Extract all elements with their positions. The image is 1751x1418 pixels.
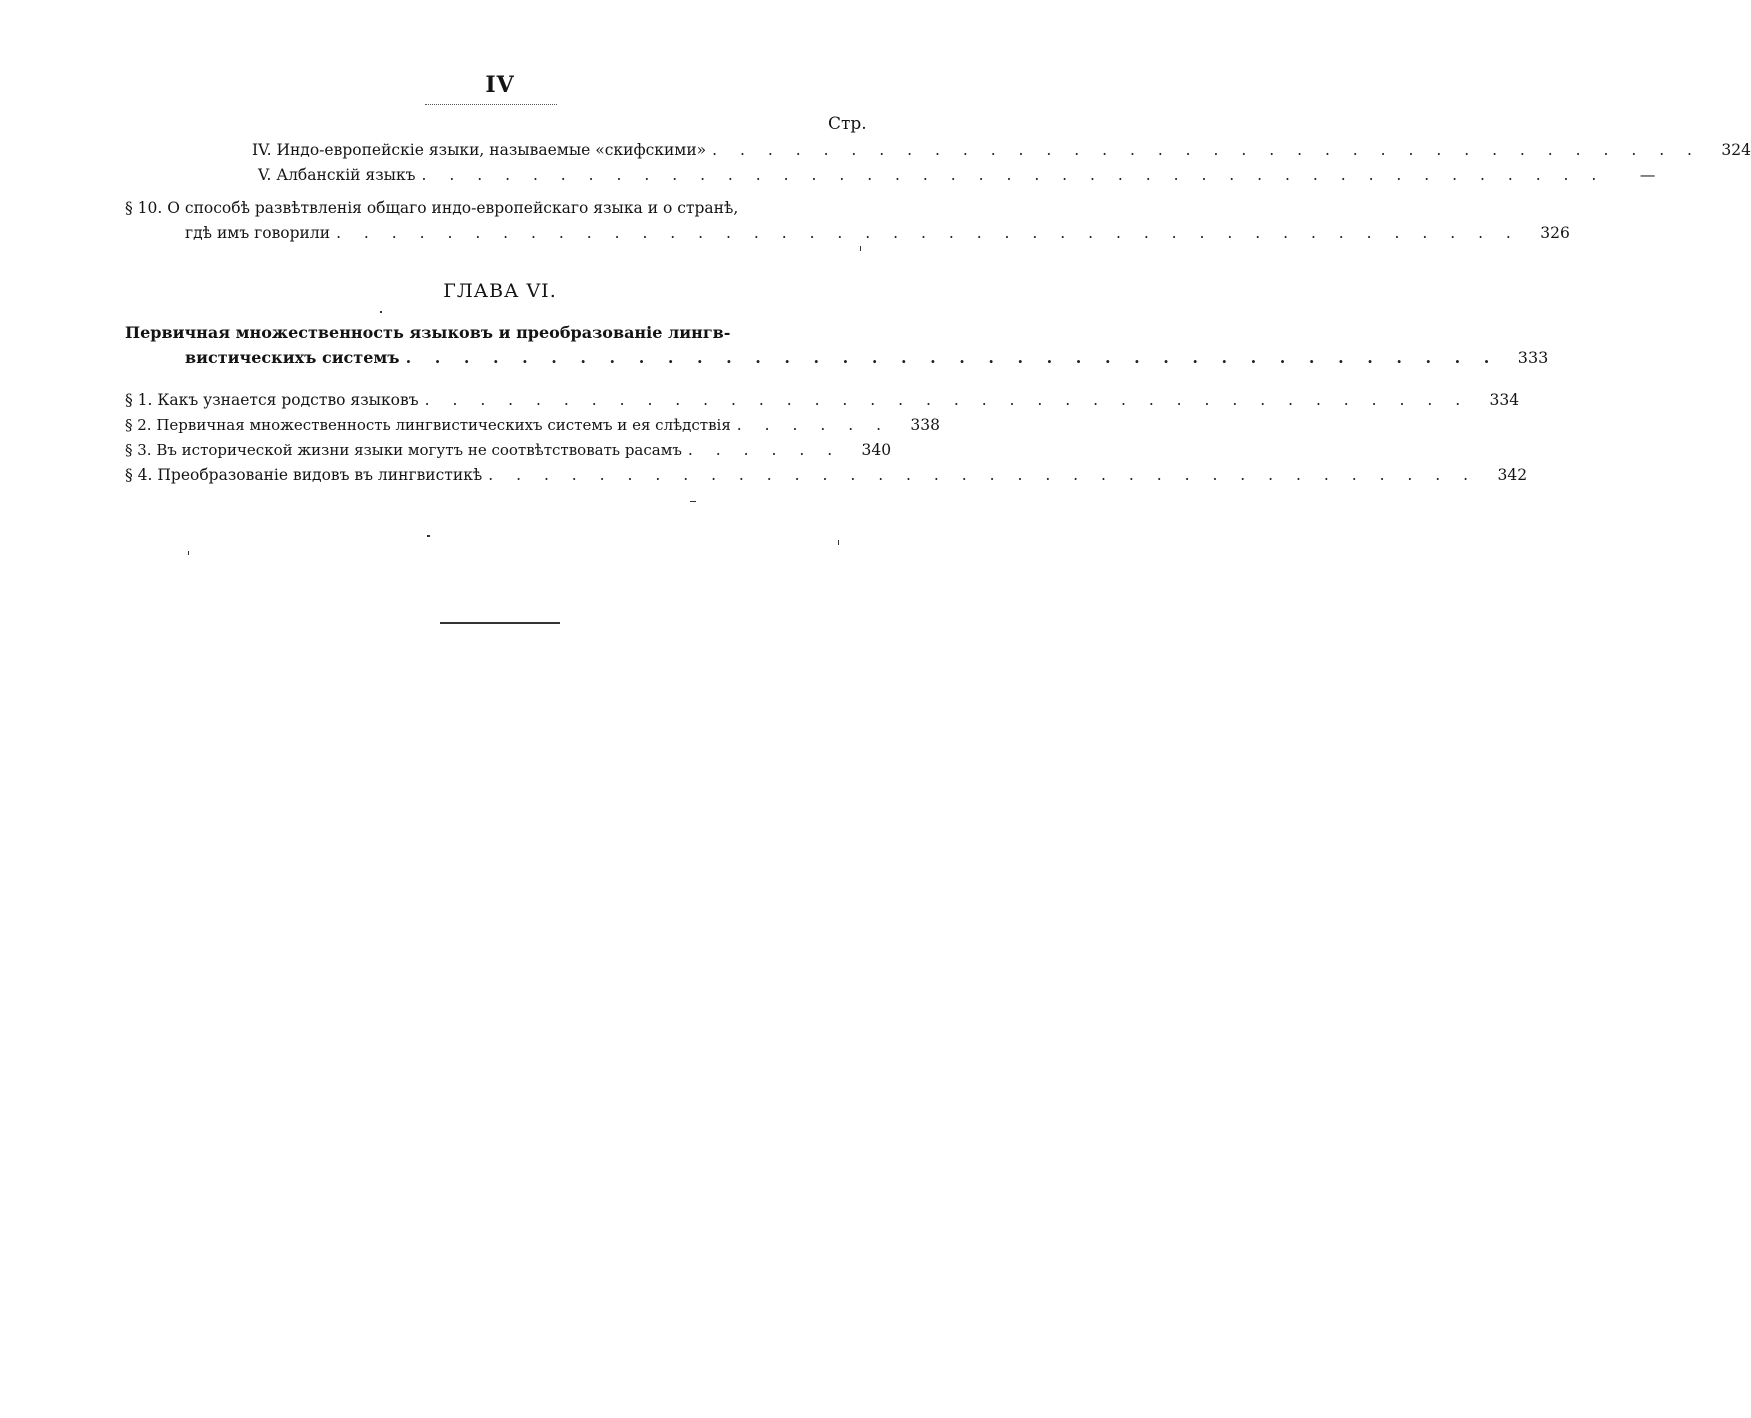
- page-column-header: Стр.: [828, 114, 867, 134]
- toc-entry-section10-line2: [185, 223, 1570, 243]
- dot-leader: . . . . . . . . . . . . . . . . . . . . . . . . . . . . . . . . . . . . . . . . . . .: [336, 224, 1520, 242]
- print-speck: [188, 551, 189, 555]
- toc-entry-page: 324: [1721, 141, 1751, 159]
- header-rule: [425, 104, 557, 105]
- dot-leader: . . . . . . . . . . . . . . . . . . . . . . . . . . . . . . . . . . . . . .: [405, 348, 1499, 367]
- toc-entry-scythian: [252, 140, 1751, 160]
- print-speck: [838, 540, 839, 545]
- print-speck: [427, 535, 430, 537]
- toc-entry-races: [125, 440, 892, 460]
- toc-entry-albanian: [258, 165, 1656, 185]
- toc-entry-text: § 4. Преобразованіе видовъ въ лингвистикѣ: [125, 466, 483, 484]
- dot-leader: . . . . . . . . . . . . . . . . . . . . . . . . . . . . . . . . . . . .: [712, 141, 1701, 159]
- end-rule: [440, 622, 560, 624]
- toc-entry-plurality: [125, 415, 940, 435]
- print-speck: [860, 246, 861, 251]
- toc-entry-page: 342: [1497, 466, 1528, 484]
- chapter-title-line1: Первичная множественность языковъ и преобразованіе лингв-: [125, 323, 731, 342]
- dot-leader: . . . . . . . . . . . . . . . . . . . . . . . . . . . . . . . . . . . . . . . . . . .: [421, 166, 1606, 184]
- toc-entry-page: 334: [1489, 391, 1520, 409]
- toc-entry-species: [125, 465, 1528, 485]
- toc-entry-section10-line1: § 10. О способѣ развѣтвленія общаго индо-европейскаго языка и о странѣ,: [125, 199, 739, 217]
- toc-entry-text: вистическихъ системъ: [185, 348, 400, 367]
- toc-entry-text: § 3. Въ исторической жизни языки могутъ не соотвѣтствовать расамъ: [125, 441, 682, 459]
- print-speck: [690, 501, 696, 502]
- toc-entry-page: 340: [861, 441, 892, 459]
- dot-leader: . . . . . .: [736, 416, 890, 434]
- print-speck: [380, 311, 382, 313]
- toc-entry-kinship: [125, 390, 1520, 410]
- dot-leader: . . . . . . . . . . . . . . . . . . . . . . . . . . . . . . . . . . . . . .: [424, 391, 1470, 409]
- toc-entry-page: 338: [910, 416, 940, 434]
- toc-entry-page: —: [1639, 166, 1656, 184]
- toc-entry-text: § 1. Какъ узнается родство языковъ: [125, 391, 419, 409]
- toc-entry-page: 333: [1517, 348, 1549, 367]
- toc-entry-text: гдѣ имъ говорили: [185, 224, 331, 242]
- toc-entry-text: IV. Индо-европейскіе языки, называемые «скифскими»: [252, 141, 707, 159]
- chapter-title-line2: [185, 348, 1549, 368]
- page-number: IV: [485, 72, 515, 98]
- dot-leader: . . . . . .: [687, 441, 842, 459]
- chapter-heading: ГЛАВА VI.: [443, 280, 557, 302]
- toc-entry-page: 326: [1540, 224, 1570, 242]
- toc-entry-text: § 2. Первичная множественность лингвистическихъ системъ и ея слѣдствія: [125, 416, 731, 434]
- dot-leader: . . . . . . . . . . . . . . . . . . . . . . . . . . . . . . . . . . . .: [488, 466, 1478, 484]
- toc-entry-text: V. Албанскій языкъ: [258, 166, 416, 184]
